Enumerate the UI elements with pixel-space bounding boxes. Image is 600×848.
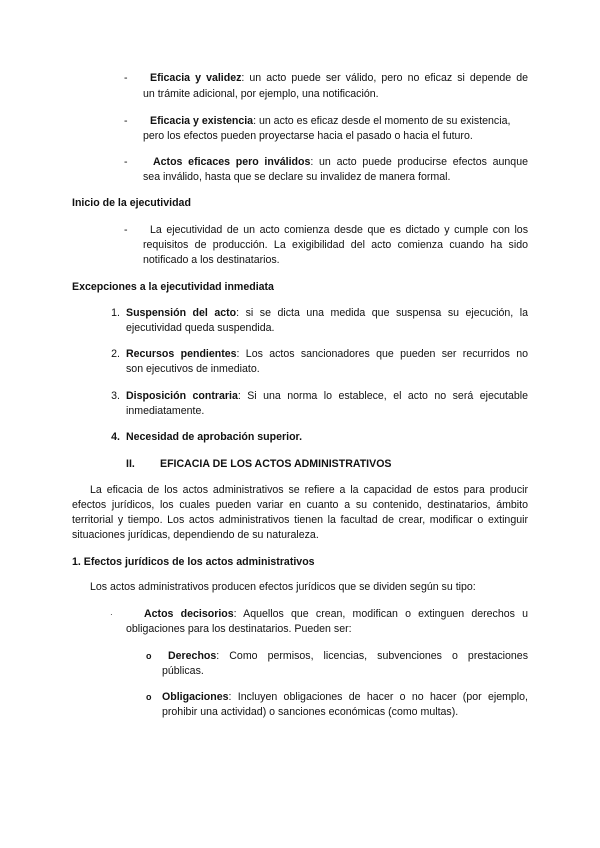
item-text: pero los efectos pueden proyectarse hacia el pasado o hacia el futuro. (143, 130, 473, 142)
item-text: públicas. (162, 665, 204, 677)
item-text: : Si una norma lo establece, el acto no será ejecutable (237, 390, 528, 402)
item-text: : un acto es eficaz desde el momento de su existencia, (253, 115, 511, 127)
item-term: Suspensión del acto (126, 307, 237, 319)
dot-bullet: · (110, 610, 113, 619)
dash-bullet: - (124, 224, 128, 236)
item-text: inmediatamente. (126, 405, 205, 417)
item-text: un trámite adicional, por ejemplo, una notificación. (143, 88, 379, 100)
item-text: : un acto puede producirse efectos aunque (310, 156, 528, 168)
item-text: : Incluyen obligaciones de hacer o no hacer (por ejemplo, (228, 691, 528, 703)
item-text: obligaciones para los destinatarios. Pueden ser: (126, 623, 352, 635)
subheading-efectos: 1. Efectos jurídicos de los actos administrativos (72, 556, 315, 568)
section-subheading-excepciones: Excepciones a la ejecutividad inmediata (72, 281, 274, 293)
item-text: ejecutividad queda suspendida. (126, 322, 275, 334)
item-number: 2. (111, 348, 120, 360)
item-number: 4. (111, 431, 120, 443)
item-text: notificado a los destinatarios. (143, 254, 280, 266)
item-number: 1. (111, 307, 120, 319)
item-term: Derechos (168, 650, 217, 662)
item-text: : Como permisos, licencias, subvenciones o prestaciones (216, 650, 528, 662)
item-number: 3. (111, 390, 120, 402)
item-term: Necesidad de aprobación superior. (126, 431, 303, 443)
item-text: sea inválido, hasta que se declare su invalidez de manera formal. (143, 171, 451, 183)
item-term: Actos eficaces pero inválidos (153, 156, 311, 168)
dash-bullet: - (124, 115, 128, 127)
item-text: : Los actos sancionadores que pueden ser recurridos no (236, 348, 528, 360)
item-text: requisitos de producción. La exigibilidad del acto comienza cuando ha sido (143, 239, 528, 251)
dash-bullet: - (124, 72, 128, 84)
item-term: Eficacia y existencia (150, 115, 254, 127)
section-title: EFICACIA DE LOS ACTOS ADMINISTRATIVOS (160, 458, 392, 470)
paragraph-line: La eficacia de los actos administrativos se refiere a la capacidad de estos para producir (90, 484, 528, 496)
section-numeral: II. (126, 458, 135, 470)
circle-bullet: o (146, 651, 152, 661)
section-subheading-inicio: Inicio de la ejecutividad (72, 197, 191, 209)
item-term: Actos decisorios (144, 608, 234, 620)
item-term: Eficacia y validez (150, 72, 242, 84)
item-text: : Aquellos que crean, modifican o extinguen derechos u (233, 608, 528, 620)
item-text: son ejecutivos de inmediato. (126, 363, 260, 375)
efectos-intro: Los actos administrativos producen efectos jurídicos que se dividen según su tipo: (90, 581, 476, 593)
item-text: prohibir una actividad) o sanciones económicas (como multas). (162, 706, 459, 718)
paragraph-line: situaciones jurídicas, dependiendo de su naturaleza. (72, 529, 319, 541)
item-term: Obligaciones (162, 691, 229, 703)
item-term: Recursos pendientes (126, 348, 237, 360)
item-text: La ejecutividad de un acto comienza desde que es dictado y cumple con los (150, 224, 528, 236)
item-text: : si se dicta una medida que suspensa su ejecución, la (236, 307, 528, 319)
dash-bullet: - (124, 156, 128, 168)
item-term: Disposición contraria (126, 390, 238, 402)
paragraph-line: territorial y tiempo. Los actos administrativos tienen la facultad de crear, modificar o extinguir (72, 514, 528, 526)
circle-bullet: o (146, 692, 152, 702)
item-text: : un acto puede ser válido, pero no eficaz si depende de (241, 72, 529, 84)
paragraph-line: efectos jurídicos, los cuales pueden variar en cuanto a su contenido, destinatarios, ámbito (72, 499, 528, 511)
